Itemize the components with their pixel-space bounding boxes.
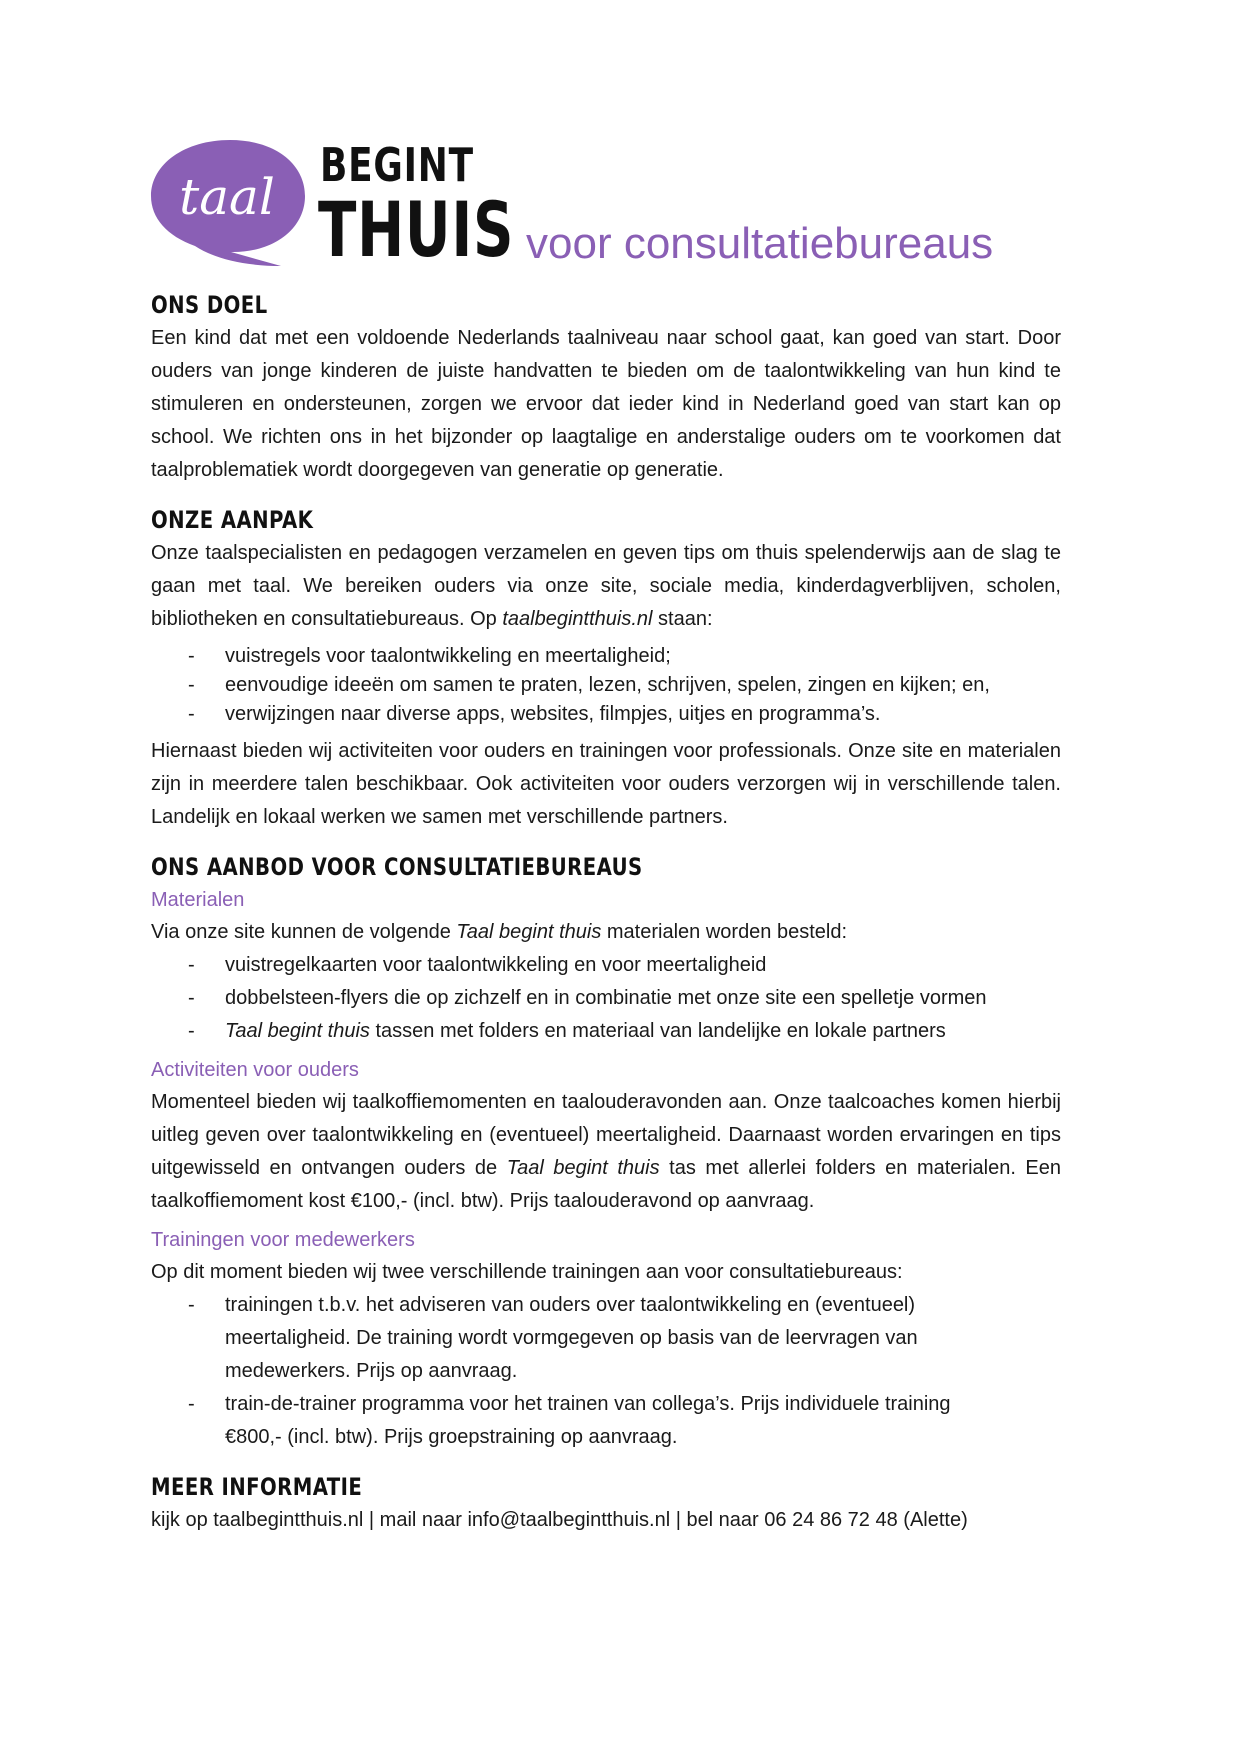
text-run: Via onze site kunnen de volgende [151,921,457,943]
list-item-text: vuistregelkaarten voor taalontwikkeling en voor meertaligheid [225,954,767,976]
list-item-text: dobbelsteen-flyers die op zichzelf en in combinatie met onze site een spelletje vormen [225,987,987,1009]
list-item: - train-de-trainer programma voor het trainen van collega’s. Prijs individuele training €800,- (incl. btw). Prijs groepstraining op aanvraag. [188,1393,951,1448]
list-item-text: tassen met folders en materiaal van landelijke en lokale partners [369,1020,946,1042]
list-item: - vuistregelkaarten voor taalontwikkeling en voor meertaligheid [188,954,767,976]
brand-thuis: THUIS [318,185,515,274]
list-item: - trainingen t.b.v. het adviseren van ouders over taalontwikkeling en (eventueel) meertaligheid. De training wordt vormgegeven op basis van de leervragen van medewerkers. Prijs op aanvraag. [188,1294,918,1382]
header-tagline: voor consultatiebureaus [526,219,994,268]
list-item: - vuistregels voor taalontwikkeling en meertaligheid; [188,645,671,667]
list-item: - Taal begint thuis tassen met folders en materiaal van landelijke en lokale partners [188,1020,946,1042]
section-heading: ONZE AANPAK [151,506,314,534]
section-heading: ONS DOEL [151,291,268,319]
brand-name-text: Taal begint thuis [506,1157,660,1179]
list-item-text: verwijzingen naar diverse apps, websites, filmpjes, uitjes en programma’s. [225,703,881,725]
logo-word: taal [179,168,275,226]
subheading-materialen: Materialen [151,889,245,911]
subheading-trainingen: Trainingen voor medewerkers [151,1229,415,1251]
bullet-list [151,642,1061,729]
text-run: Momenteel bieden wij taalkoffiemomenten en taalouderavonden aan. Onze taalcoaches komen hierbij uitleg geven over taalontwikkeling en (eventueel) meertaligheid. Daarnaast worden ervaringen en tips uitgewisseld en ontvangen ouders de [151,1091,1061,1179]
site-name-text: taalbegintthuis.nl [502,608,653,630]
subheading-activiteiten: Activiteiten voor ouders [151,1059,359,1081]
list-item: - eenvoudige ideeën om samen te praten, lezen, schrijven, spelen, zingen en kijken; en, [188,674,990,696]
section-meer-informatie [151,1470,1061,1537]
bullet-list [151,1289,971,1454]
bullet-list [151,949,1061,1048]
paragraph: Op dit moment bieden wij twee verschillende trainingen aan voor consultatiebureaus: [151,1261,903,1283]
paragraph [151,916,1061,949]
brand-name-text: Taal begint thuis [456,921,602,943]
list-item-text: trainingen t.b.v. het adviseren van ouders over taalontwikkeling en (eventueel) meertaligheid. De training wordt vormgegeven op basis van de leervragen van medewerkers. Prijs op aanvraag. [225,1294,918,1382]
list-item: - verwijzingen naar diverse apps, websites, filmpjes, uitjes en programma’s. [188,703,881,725]
section-ons-doel [151,288,1061,487]
paragraph: Een kind dat met een voldoende Nederlands taalniveau naar school gaat, kan goed van start. Door ouders van jonge kinderen de juiste handvatten te bieden om de taalontwikkeling van hun kind te stimuleren en ondersteunen, zorgen we ervoor dat ieder kind in Nederland goed van start kan op school. We richten ons in het bijzonder op laagtalige en anderstalige ouders om te voorkomen dat taalproblematiek wordt doorgegeven van generatie op generatie. [151,327,1061,481]
section-heading: ONS AANBOD VOOR CONSULTATIEBUREAUS [151,853,643,881]
text-run: Onze taalspecialisten en pedagogen verzamelen en geven tips om thuis spelenderwijs aan de slag te gaan met taal. We bereiken ouders via onze site, sociale media, kinderdagverblijven, scholen, bibliotheken en consultatiebureaus. Op [151,542,1061,630]
list-item-text: vuistregels voor taalontwikkeling en meertaligheid; [225,645,671,667]
paragraph [151,1086,1061,1218]
document-header [145,134,1105,284]
text-run: materialen worden besteld: [601,921,848,943]
brand-begint: BEGINT [320,138,474,192]
document-body [151,288,1061,1537]
speech-bubble-logo [145,134,315,269]
section-ons-aanbod [151,850,1061,1454]
section-onze-aanpak [151,503,1061,834]
paragraph [151,537,1061,636]
text-run: staan: [652,608,713,630]
list-item-text: eenvoudige ideeën om samen te praten, lezen, schrijven, spelen, zingen en kijken; en, [225,674,990,696]
list-item-text: train-de-trainer programma voor het trainen van collega’s. Prijs individuele training €800,- (incl. btw). Prijs groepstraining op aanvraag. [225,1393,951,1448]
list-item: - dobbelsteen-flyers die op zichzelf en in combinatie met onze site een spelletje vormen [188,987,987,1009]
paragraph: Hiernaast bieden wij activiteiten voor ouders en trainingen voor professionals. Onze site en materialen zijn in meerdere talen beschikbaar. Ook activiteiten voor ouders verzorgen wij in verschillende talen. Landelijk en lokaal werken we samen met verschillende partners. [151,740,1061,828]
brand-name-text: Taal begint thuis [225,1020,370,1042]
text-run: tas met allerlei folders en materialen. Een taalkoffiemoment kost €100,- (incl. btw). Prijs taalouderavond op aanvraag. [151,1157,1062,1212]
section-heading: MEER INFORMATIE [151,1473,363,1501]
contact-line: kijk op taalbegintthuis.nl | mail naar info@taalbegintthuis.nl | bel naar 06 24 86 72 48 (Alette) [151,1509,968,1531]
